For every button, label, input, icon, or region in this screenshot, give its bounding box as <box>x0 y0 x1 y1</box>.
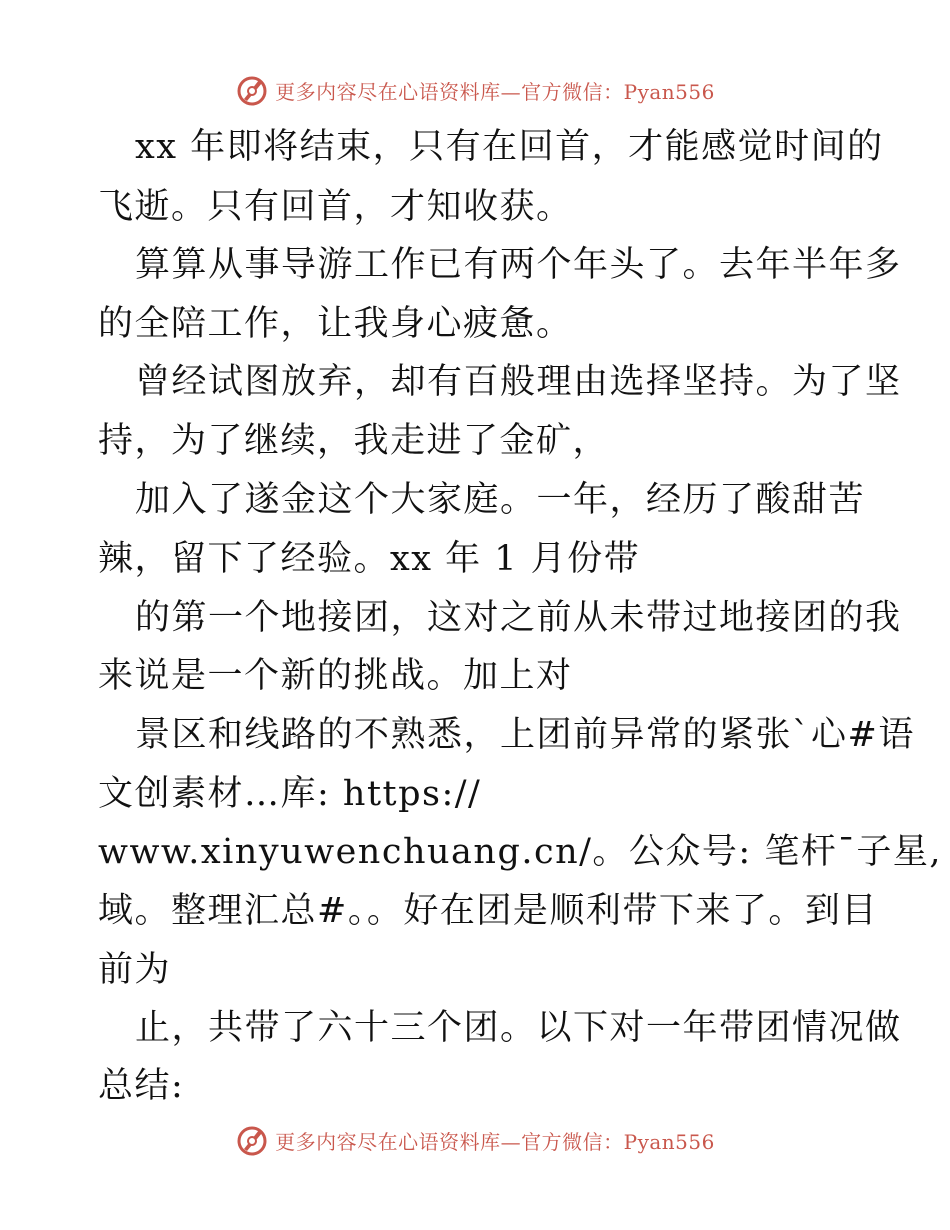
body-line-13: www.xinyuwenchuang.cn/。公众号: 笔杆¯子星, <box>98 832 942 872</box>
quill-circle-logo-icon <box>235 73 269 107</box>
footer-banner <box>0 1120 950 1160</box>
header-banner <box>0 70 950 110</box>
body-line-12: 文创素材…库: https:// <box>98 774 482 814</box>
body-line-17: 总结: <box>98 1066 185 1106</box>
body-line-10: 来说是一个新的挑战。加上对 <box>98 656 573 696</box>
body-line-7: 加入了遂金这个大家庭。一年，经历了酸甜苦 <box>135 480 866 520</box>
quill-circle-logo-icon <box>235 1123 269 1157</box>
body-line-3: 算算从事导游工作已有两个年头了。去年半年多 <box>135 245 902 285</box>
body-line-16: 止，共带了六十三个团。以下对一年带团情况做 <box>135 1008 902 1048</box>
body-line-6: 持，为了继续，我走进了金矿， <box>98 421 610 461</box>
footer-banner-text: 更多内容尽在心语资料库—官方微信：Pyan556 <box>275 1129 715 1154</box>
body-line-9: 的第一个地接团，这对之前从未带过地接团的我 <box>135 598 902 638</box>
body-line-4: 的全陪工作，让我身心疲惫。 <box>98 304 573 344</box>
header-banner-text: 更多内容尽在心语资料库—官方微信：Pyan556 <box>275 79 715 104</box>
body-line-15: 前为 <box>98 950 172 990</box>
body-line-5: 曾经试图放弃，却有百般理由选择坚持。为了坚 <box>135 362 902 402</box>
body-line-1: xx 年即将结束，只有在回首，才能感觉时间的 <box>135 127 884 167</box>
body-line-14: 域。整理汇总#。。好在团是顺利带下来了。到目 <box>98 891 878 931</box>
body-line-2: 飞逝。只有回首，才知收获。 <box>98 187 573 227</box>
body-line-11: 景区和线路的不熟悉，上团前异常的紧张`心#语 <box>135 715 915 755</box>
body-line-8: 辣，留下了经验。xx 年 1 月份带 <box>98 539 641 579</box>
